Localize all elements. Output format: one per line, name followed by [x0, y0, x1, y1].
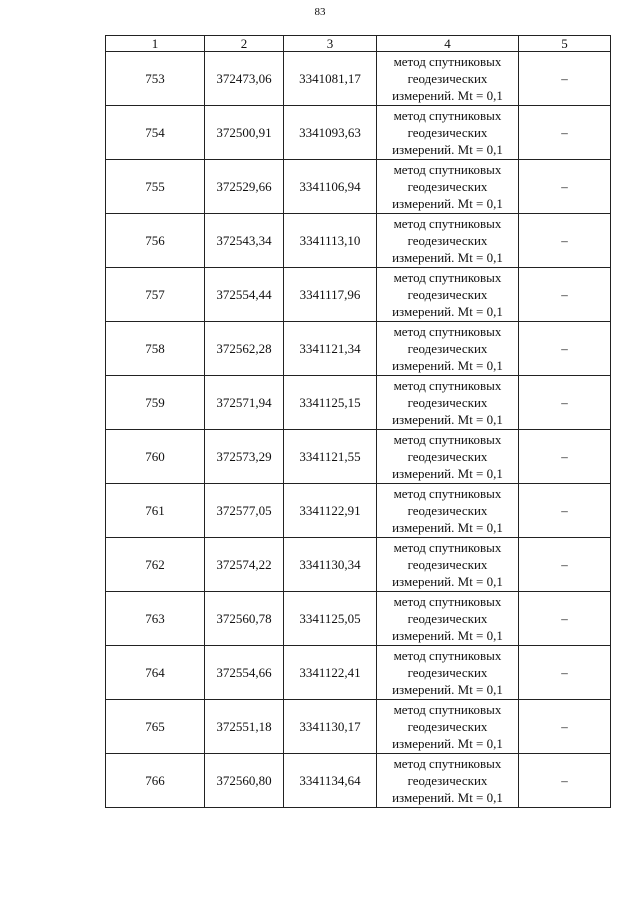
x-coordinate-cell: 372529,66 — [205, 160, 284, 214]
note-cell: – — [519, 160, 611, 214]
x-coordinate-cell: 372554,44 — [205, 268, 284, 322]
x-coordinate-cell: 372574,22 — [205, 538, 284, 592]
method-line: измерений. Mt = 0,1 — [392, 628, 503, 643]
method-line: метод спутниковых — [393, 216, 502, 231]
point-cell: 766 — [106, 754, 205, 808]
y-coordinate-cell: 3341113,10 — [284, 214, 377, 268]
x-coordinate-cell: 372473,06 — [205, 52, 284, 106]
point-cell: 765 — [106, 700, 205, 754]
point-cell: 758 — [106, 322, 205, 376]
table-row — [106, 646, 611, 700]
point-cell: 756 — [106, 214, 205, 268]
method-line: геодезических — [407, 395, 488, 410]
method-line: измерений. Mt = 0,1 — [392, 736, 503, 751]
method-cell — [377, 268, 519, 322]
y-coordinate-cell: 3341134,64 — [284, 754, 377, 808]
point-cell: 760 — [106, 430, 205, 484]
table-row — [106, 754, 611, 808]
method-line: геодезических — [407, 719, 488, 734]
y-coordinate-cell: 3341121,34 — [284, 322, 377, 376]
point-cell: 762 — [106, 538, 205, 592]
method-line: измерений. Mt = 0,1 — [392, 520, 503, 535]
method-line: метод спутниковых — [393, 594, 502, 609]
method-line: метод спутниковых — [393, 270, 502, 285]
method-cell — [377, 214, 519, 268]
table-row — [106, 214, 611, 268]
y-coordinate-cell: 3341122,91 — [284, 484, 377, 538]
method-line: измерений. Mt = 0,1 — [392, 790, 503, 805]
column-header-4: 4 — [377, 36, 519, 52]
method-line: измерений. Mt = 0,1 — [392, 142, 503, 157]
table-row — [106, 160, 611, 214]
method-line: метод спутниковых — [393, 432, 502, 447]
y-coordinate-cell: 3341125,05 — [284, 592, 377, 646]
method-cell — [377, 430, 519, 484]
table-body — [106, 52, 611, 808]
method-cell — [377, 538, 519, 592]
method-cell — [377, 322, 519, 376]
note-cell: – — [519, 106, 611, 160]
y-coordinate-cell: 3341122,41 — [284, 646, 377, 700]
point-cell: 763 — [106, 592, 205, 646]
note-cell: – — [519, 484, 611, 538]
method-cell — [377, 754, 519, 808]
point-cell: 757 — [106, 268, 205, 322]
coordinates-table — [105, 35, 611, 808]
method-line: метод спутниковых — [393, 540, 502, 555]
method-line: измерений. Mt = 0,1 — [392, 88, 503, 103]
x-coordinate-cell: 372571,94 — [205, 376, 284, 430]
y-coordinate-cell: 3341125,15 — [284, 376, 377, 430]
method-cell — [377, 160, 519, 214]
method-line: измерений. Mt = 0,1 — [392, 196, 503, 211]
method-line: геодезических — [407, 341, 488, 356]
method-line: геодезических — [407, 125, 488, 140]
note-cell: – — [519, 322, 611, 376]
y-coordinate-cell: 3341117,96 — [284, 268, 377, 322]
point-cell: 753 — [106, 52, 205, 106]
method-line: геодезических — [407, 233, 488, 248]
column-header-2: 2 — [205, 36, 284, 52]
table-row — [106, 52, 611, 106]
method-line: измерений. Mt = 0,1 — [392, 574, 503, 589]
method-line: геодезических — [407, 773, 488, 788]
point-cell: 759 — [106, 376, 205, 430]
method-line: метод спутниковых — [393, 648, 502, 663]
method-line: геодезических — [407, 449, 488, 464]
method-line: измерений. Mt = 0,1 — [392, 466, 503, 481]
method-line: метод спутниковых — [393, 324, 502, 339]
table-row — [106, 430, 611, 484]
x-coordinate-cell: 372560,78 — [205, 592, 284, 646]
table-row — [106, 700, 611, 754]
x-coordinate-cell: 372577,05 — [205, 484, 284, 538]
method-cell — [377, 106, 519, 160]
note-cell: – — [519, 376, 611, 430]
note-cell: – — [519, 700, 611, 754]
x-coordinate-cell: 372500,91 — [205, 106, 284, 160]
note-cell: – — [519, 754, 611, 808]
y-coordinate-cell: 3341130,34 — [284, 538, 377, 592]
method-line: измерений. Mt = 0,1 — [392, 412, 503, 427]
method-line: геодезических — [407, 287, 488, 302]
method-line: метод спутниковых — [393, 756, 502, 771]
method-cell — [377, 376, 519, 430]
method-line: геодезических — [407, 179, 488, 194]
note-cell: – — [519, 592, 611, 646]
method-cell — [377, 592, 519, 646]
method-cell — [377, 700, 519, 754]
y-coordinate-cell: 3341106,94 — [284, 160, 377, 214]
point-cell: 754 — [106, 106, 205, 160]
method-line: метод спутниковых — [393, 378, 502, 393]
x-coordinate-cell: 372554,66 — [205, 646, 284, 700]
table-header-row — [106, 36, 611, 52]
method-line: измерений. Mt = 0,1 — [392, 304, 503, 319]
page-number: 83 — [314, 6, 326, 18]
note-cell: – — [519, 430, 611, 484]
table-row — [106, 538, 611, 592]
table-row — [106, 592, 611, 646]
table-row — [106, 322, 611, 376]
column-header-5: 5 — [519, 36, 611, 52]
method-line: измерений. Mt = 0,1 — [392, 682, 503, 697]
note-cell: – — [519, 214, 611, 268]
y-coordinate-cell: 3341130,17 — [284, 700, 377, 754]
x-coordinate-cell: 372543,34 — [205, 214, 284, 268]
method-line: метод спутниковых — [393, 702, 502, 717]
y-coordinate-cell: 3341093,63 — [284, 106, 377, 160]
x-coordinate-cell: 372573,29 — [205, 430, 284, 484]
method-line: метод спутниковых — [393, 162, 502, 177]
x-coordinate-cell: 372562,28 — [205, 322, 284, 376]
method-line: геодезических — [407, 557, 488, 572]
y-coordinate-cell: 3341121,55 — [284, 430, 377, 484]
method-line: геодезических — [407, 503, 488, 518]
y-coordinate-cell: 3341081,17 — [284, 52, 377, 106]
method-cell — [377, 646, 519, 700]
table-row — [106, 268, 611, 322]
method-line: измерений. Mt = 0,1 — [392, 358, 503, 373]
method-line: метод спутниковых — [393, 486, 502, 501]
method-line: метод спутниковых — [393, 108, 502, 123]
method-line: геодезических — [407, 611, 488, 626]
point-cell: 755 — [106, 160, 205, 214]
table-row — [106, 106, 611, 160]
method-line: измерений. Mt = 0,1 — [392, 250, 503, 265]
table-row — [106, 376, 611, 430]
note-cell: – — [519, 538, 611, 592]
x-coordinate-cell: 372551,18 — [205, 700, 284, 754]
method-line: метод спутниковых — [393, 54, 502, 69]
method-line: геодезических — [407, 665, 488, 680]
method-cell — [377, 52, 519, 106]
column-header-1: 1 — [106, 36, 205, 52]
point-cell: 761 — [106, 484, 205, 538]
x-coordinate-cell: 372560,80 — [205, 754, 284, 808]
method-cell — [377, 484, 519, 538]
method-line: геодезических — [407, 71, 488, 86]
table-row — [106, 484, 611, 538]
note-cell: – — [519, 646, 611, 700]
note-cell: – — [519, 52, 611, 106]
point-cell: 764 — [106, 646, 205, 700]
note-cell: – — [519, 268, 611, 322]
column-header-3: 3 — [284, 36, 377, 52]
